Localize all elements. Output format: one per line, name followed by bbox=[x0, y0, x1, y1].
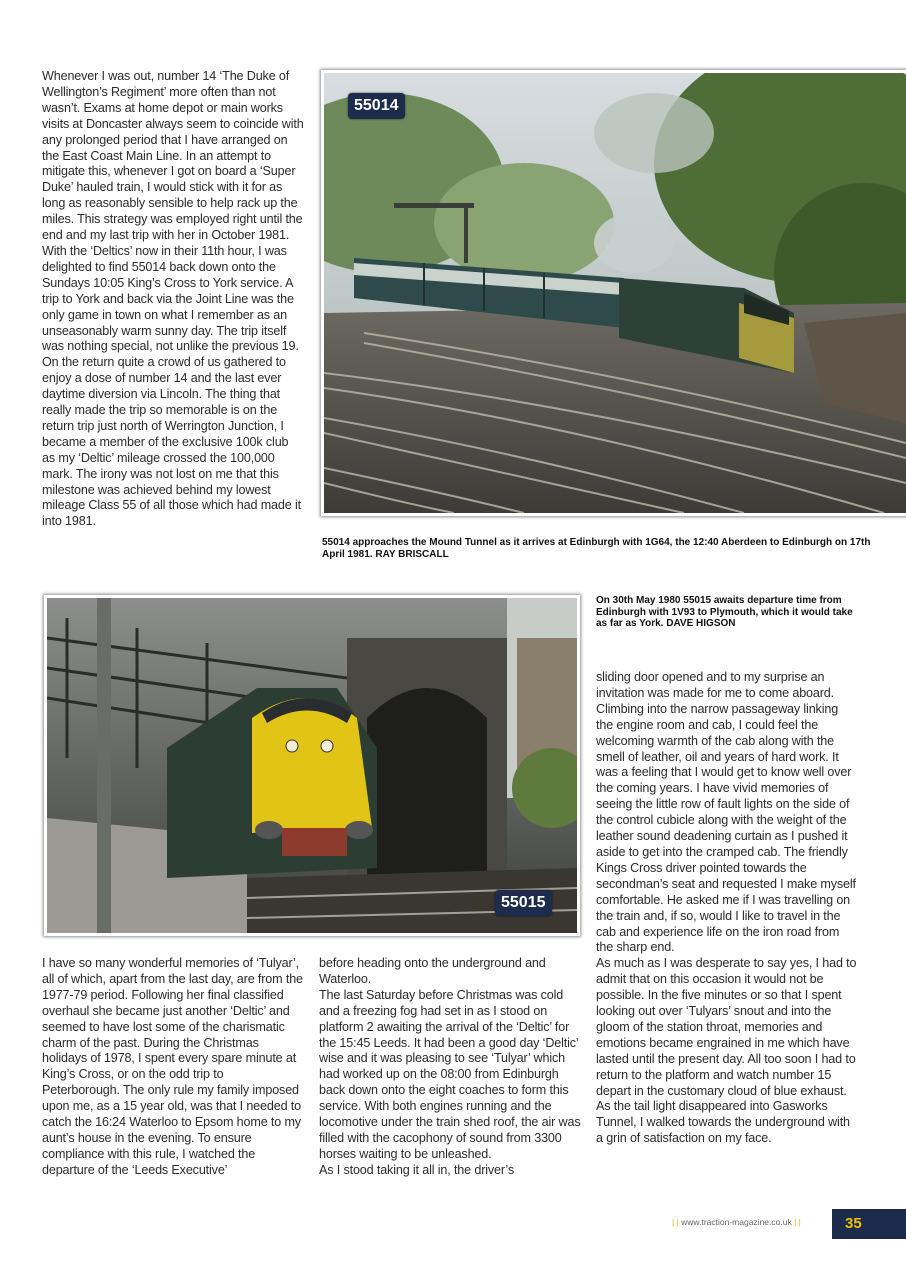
footer-divider-icon: | | bbox=[794, 1217, 801, 1227]
paragraph: The last Saturday before Christmas was cold and a freezing fog had set in as I stood on platform 2 awaiting the arrival of the ‘Deltic’ for the 15:45 Leeds. It had been a good day ‘Deltic’ wise and it was pleasing to see ‘Tulyar’ which had worked up on the 08:00 from Edinburgh back down onto the eight coaches to form this service. With both engines running and the locomotive under the train shed roof, the air was filled with the cacophony of sound from 3300 horses waiting to be unleashed. bbox=[319, 987, 581, 1161]
paragraph: sliding door opened and to my surprise an invitation was made for me to come aboard. Climbing into the narrow passageway linking the engine room and cab, I could feel the welcoming warmth of the cab along with the smell of leather, oil and years of hard work. It was a feeling that I would get to know well over the coming years. I have vivid memories of seeing the little row of fault lights on the side of the control cubicle along with the weight of the leather sound deadening curtain as I pushed it aside to get into the cramped cab. The friendly Kings Cross driver pointed towards the secondman’s seat and requested I make myself comfortable. He asked me if I was travelling on the train and, if so, would I like to travel in the cab and experience life on the iron road from the sharp end. bbox=[596, 670, 856, 955]
article-column-bottom-middle bbox=[319, 956, 581, 1179]
paragraph: I have so many wonderful memories of ‘Tulyar’, all of which, apart from the last day, are from the 1977-79 period. Following her final classified overhaul she became just another ‘Deltic’ and seemed to have lost some of the charismatic charm of the past. During the Christmas holidays of 1978, I spent every spare minute at King’s Cross, or on the odd trip to Peterborough. The only rule my family imposed upon me, as a 15 year old, was that I needed to catch the 16:24 Waterloo to Epsom home to my aunt’s house in the evening. To ensure compliance with this rule, I watched the departure of the ‘Leeds Executive’ bbox=[42, 956, 303, 1177]
photo-caption-top: 55014 approaches the Mound Tunnel as it arrives at Edinburgh with 1G64, the 12:40 Aberdeen to Edinburgh on 17th April 1981. RAY BRISCALL bbox=[322, 537, 871, 560]
photo-55014-image bbox=[324, 73, 906, 513]
footer-divider-icon: | | bbox=[672, 1217, 679, 1227]
photo-55014 bbox=[321, 70, 906, 516]
website-url[interactable]: www.traction-magazine.co.uk bbox=[681, 1217, 792, 1227]
photo-caption-bottom: On 30th May 1980 55015 awaits departure time from Edinburgh with 1V93 to Plymouth, which it would take as far as York. DAVE HIGSON bbox=[596, 595, 853, 629]
article-column-right bbox=[596, 670, 858, 1147]
photo-55015 bbox=[44, 595, 580, 936]
footer-website bbox=[672, 1217, 801, 1227]
page-number: 35 bbox=[832, 1209, 906, 1239]
paragraph: Whenever I was out, number 14 ‘The Duke of Wellington’s Regiment’ more often than not wasn’t. Exams at home depot or main works visits at Doncaster always seem to coincide with any prolonged period that I have arranged on the East Coast Main Line. In an attempt to mitigate this, whenever I got on board a ‘Super Duke’ hauled train, I would stick with it for as long as reasonably sensible to help rack up the miles. This strategy was employed right until the end and my last trip with her in October 1981. With the ‘Deltics’ now in their 11th hour, I was delighted to find 55014 back down onto the Sundays 10:05 King’s Cross to York service. A trip to York and back via the Joint Line was the only game in town on what I remember as an unseasonably warm sunny day. The trip itself was nothing special, not unlike the previous 19. On the return quite a crowd of us gathered to enjoy a dose of number 14 and the last ever daytime diversion via Lincoln. The thing that really made the trip so memorable is on the return trip just north of Werrington Junction, I became a member of the exclusive 100k club as my ‘Deltic’ mileage crossed the 100,000 mark. The irony was not lost on me that this milestone was achieved behind my lowest mileage Class 55 of all those which had made it into 1981. bbox=[42, 69, 304, 529]
article-column-bottom-left bbox=[42, 956, 304, 1179]
locomotive-number-badge: 55015 bbox=[495, 890, 552, 916]
article-column-top-left bbox=[42, 69, 304, 530]
paragraph: As much as I was desperate to say yes, I had to admit that on this occasion it would not be possible. In the five minutes or so that I spent looking out over ‘Tulyars’ snout and into the gloom of the station throat, memories and emotions became engrained in me which have lasted until the present day. All too soon I had to return to the platform and watch number 15 depart in the customary cloud of blue exhaust. As the tail light disappeared into Gasworks Tunnel, I walked towards the underground with a grin of satisfaction on my face. bbox=[596, 956, 857, 1146]
paragraph: As I stood taking it all in, the driver’s bbox=[319, 1162, 514, 1177]
photo-55015-image bbox=[47, 598, 577, 933]
paragraph: before heading onto the underground and Waterloo. bbox=[319, 956, 546, 986]
locomotive-number-badge: 55014 bbox=[348, 93, 405, 119]
